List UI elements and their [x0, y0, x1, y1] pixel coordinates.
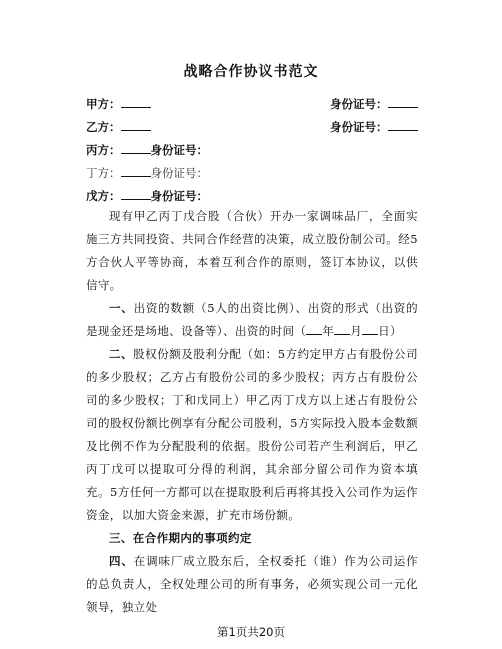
section-4-paragraph — [86, 550, 418, 619]
day-label: 日） — [378, 324, 402, 338]
section-3-heading: 三、在合作期内的事项约定 — [109, 531, 252, 545]
party-wu-blank — [121, 189, 151, 200]
party-jia-label: 甲方： — [86, 97, 121, 111]
party-ding-id-label: 身份证号： — [150, 166, 208, 180]
party-jia — [86, 96, 151, 112]
year-blank — [306, 324, 322, 335]
section-1-paragraph — [86, 297, 418, 343]
day-blank — [362, 324, 378, 335]
section-4-heading: 四、 — [109, 554, 134, 568]
intro-paragraph: 现有甲乙丙丁戊合股（合伙）开办一家调味品厂，全面实施三方共同投资、共同合作经营的决策，成立股份制公司。经5方合伙人平等协商，本着互利合作的原则，签订本协议，以供信守。 — [86, 209, 418, 292]
party-jia-blank — [121, 97, 151, 108]
party-ding-label: 丁方： — [86, 166, 121, 180]
party-bing-id-label: 身份证号： — [150, 143, 208, 157]
party-ding-blank — [121, 166, 151, 177]
document-title: 战略合作协议书范文 — [183, 64, 319, 80]
section-4-text: 在调味厂成立股东后，全权委托（谁）作为公司运作的总负责人，全权处理公司的所有事务，必须实现公司一元化领导，独立处 — [86, 554, 418, 614]
party-yi-id-label: 身份证号： — [330, 120, 388, 134]
party-wu — [86, 188, 208, 204]
party-wu-id-label: 身份证号： — [150, 189, 208, 203]
party-jia-id-blank — [388, 97, 418, 108]
month-label: 月 — [350, 324, 363, 338]
party-yi-label: 乙方： — [86, 120, 121, 134]
party-yi-id-blank — [388, 120, 418, 131]
document-body — [86, 205, 418, 619]
party-wu-label: 戊方： — [86, 189, 121, 203]
party-ding — [86, 165, 208, 181]
page-number: 第1页共20页 — [217, 625, 285, 639]
month-blank — [334, 324, 350, 335]
section-2-text: 股权份额及股利分配（如：5方约定甲方占有股份公司的多少股权；乙方占有股份公司的多少股权；丙方占有股份公司的多少股权；丁和戊同上）甲乙丙丁戊方以上述占有股份公司的股权份额比例享有分配公司股利，5方实际投入股本金数额及比例不作为分配股利的依据。股份公司若产生利润后，甲乙丙丁戊可以提取可分得的利润，其余部分留公司作为资本填充。5方任何一方都可以在提取股利后再将其投入公司作为运作资金，以加大资金来源，扩充市场份额。 — [86, 347, 418, 522]
party-jia-id — [330, 96, 418, 112]
section-1-heading: 一、 — [109, 301, 134, 315]
party-yi-id — [330, 119, 418, 135]
section-1-text: 出资的数额（5人的出资比例）、出资的形式（出资的是现金还是场地、设备等）、出资的时间（ — [86, 301, 418, 338]
year-label: 年 — [322, 324, 335, 338]
party-bing-label: 丙方： — [86, 143, 121, 157]
section-2-paragraph — [86, 343, 418, 527]
party-bing-blank — [121, 143, 151, 154]
party-bing — [86, 142, 208, 158]
party-jia-id-label: 身份证号： — [330, 97, 388, 111]
party-yi — [86, 119, 151, 135]
party-yi-blank — [121, 120, 151, 131]
section-2-heading: 二、 — [109, 347, 134, 361]
